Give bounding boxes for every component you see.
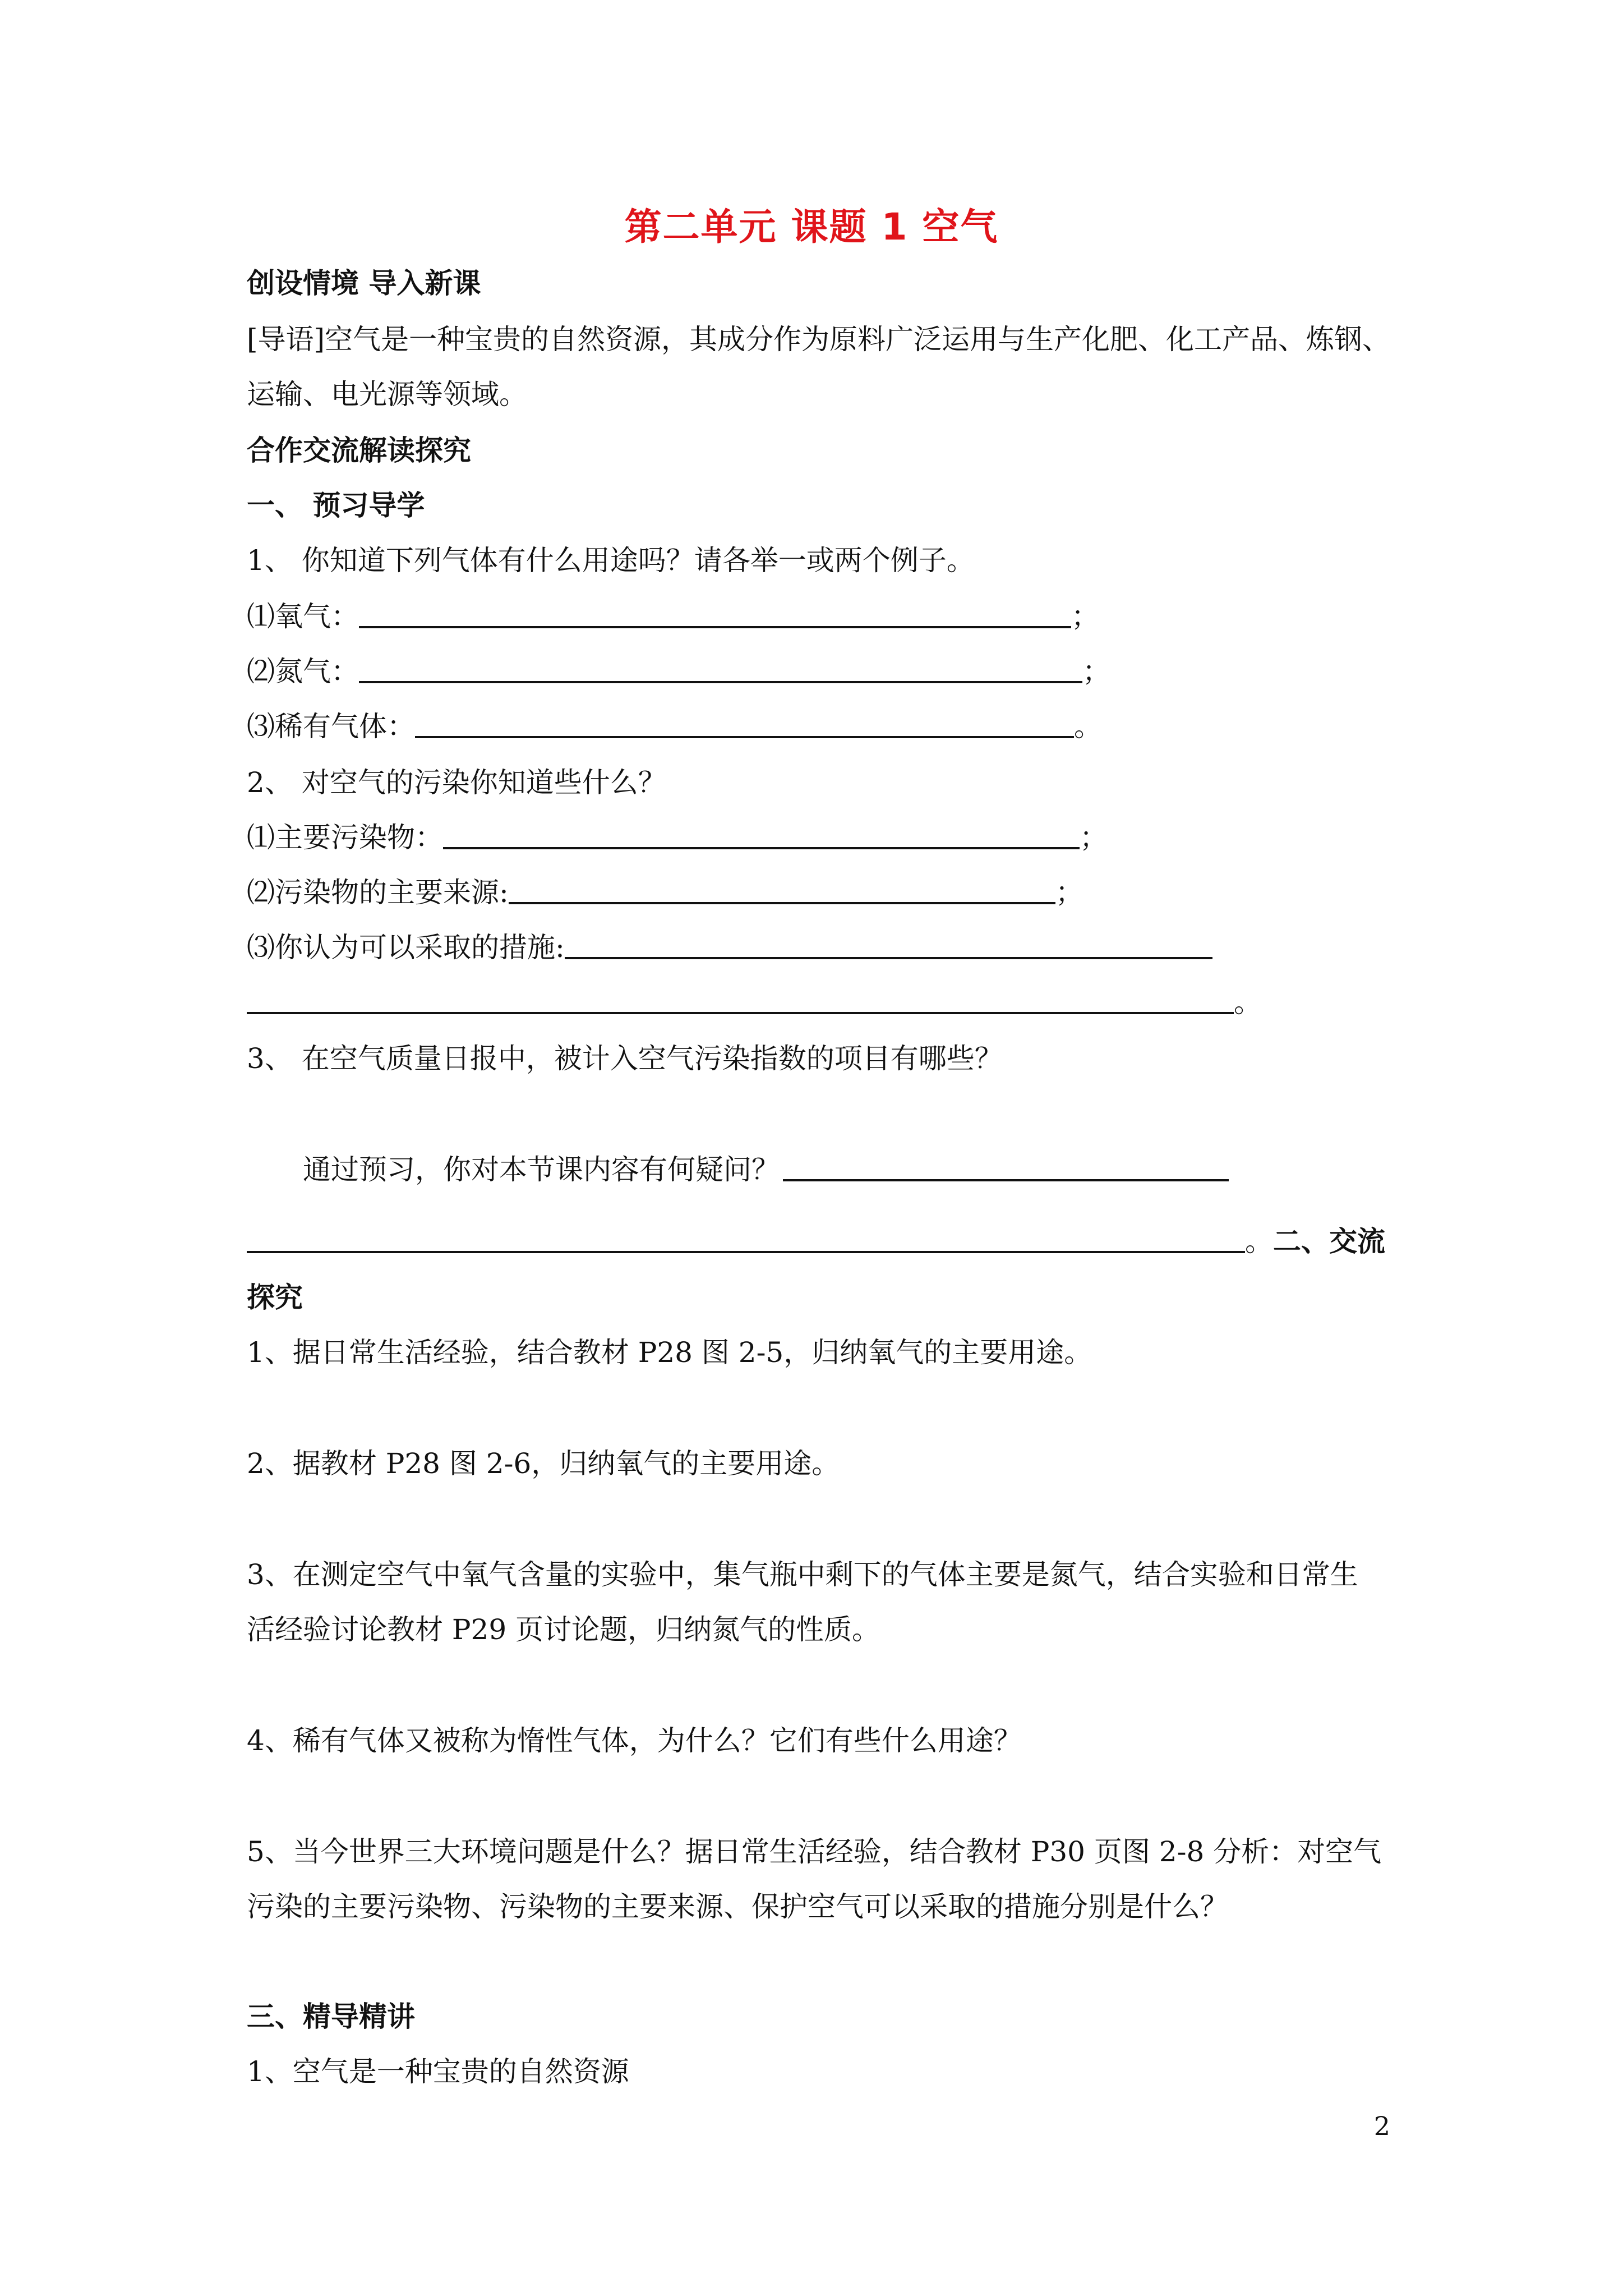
answer-line [359, 626, 1071, 628]
intro-heading: 创设情境 导入新课 [247, 267, 481, 300]
doubt-prompt: 通过预习，你对本节课内容有何疑问？ [303, 1150, 1229, 1189]
answer-line [247, 1251, 1245, 1253]
q1-item-nitrogen [247, 652, 1110, 691]
answer-line [565, 957, 1212, 959]
explore-heading-part1: 二、交流 [1273, 1225, 1385, 1258]
q1-item-noble-gas [247, 707, 1102, 746]
answer-line [509, 902, 1055, 904]
page-title: 第二单元 课题 1 空气 [624, 205, 999, 249]
explore-heading-part2: 探究 [247, 1281, 303, 1314]
q1-item-label: ⑴氧气： [247, 600, 359, 633]
answer-line [359, 681, 1082, 683]
preview-heading: 一、 预习导学 [247, 489, 425, 522]
q1-item-end: ； [1082, 655, 1110, 688]
explore-item-4: 4、稀有气体又被称为惰性气体，为什么？它们有些什么用途？ [247, 1724, 1022, 1757]
lecture-heading: 三、精导精讲 [247, 2000, 415, 2033]
q1-item-oxygen [247, 597, 1099, 636]
answer-line [443, 847, 1080, 849]
q1-item-label: ⑶稀有气体： [247, 710, 415, 743]
q2-item-label: ⑵污染物的主要来源: [247, 876, 509, 909]
explore-item-3-line-1: 3、在测定空气中氧气含量的实验中，集气瓶中剩下的气体主要是氮气，结合实验和日常生 [247, 1558, 1358, 1591]
answer-line [247, 1012, 1234, 1014]
q2-item-end: ； [1055, 876, 1083, 909]
q1-item-end: 。 [1074, 710, 1102, 743]
q1-item-end: ； [1071, 600, 1099, 633]
question-3: 3、 在空气质量日报中，被计入空气污染指数的项目有哪些？ [247, 1042, 1003, 1075]
explore-item-1: 1、据日常生活经验，结合教材 P28 图 2-5，归纳氧气的主要用途。 [247, 1336, 1092, 1369]
intro-line-2: 运输、电光源等领域。 [247, 378, 527, 411]
doubt-continuation: 。二、交流 [247, 1222, 1385, 1261]
explore-item-5-line-1: 5、当今世界三大环境问题是什么？据日常生活经验，结合教材 P30 页图 2-8 分析：对空气 [247, 1835, 1382, 1868]
q2-item-pollutants [247, 818, 1108, 857]
answer-line [783, 1179, 1229, 1181]
explore-item-3-line-2: 活经验讨论教材 P29 页讨论题，归纳氮气的性质。 [247, 1613, 880, 1646]
q1-item-label: ⑵氮气： [247, 655, 359, 688]
q2-item-end: ； [1080, 821, 1108, 854]
answer-line [415, 736, 1074, 738]
q2-item-label: ⑴主要污染物： [247, 821, 443, 854]
question-2: 2、 对空气的污染你知道些什么？ [247, 766, 666, 799]
page-number: 2 [1373, 2111, 1390, 2141]
question-1: 1、 你知道下列气体有什么用途吗？请各举一或两个例子。 [247, 544, 975, 577]
q2-item-sources [247, 873, 1083, 912]
q2-item-measures [247, 928, 1212, 967]
lecture-item-1: 1、空气是一种宝贵的自然资源 [247, 2055, 629, 2088]
explore-item-2: 2、据教材 P28 图 2-6，归纳氧气的主要用途。 [247, 1447, 840, 1480]
q2-item-label: ⑶你认为可以采取的措施: [247, 931, 565, 964]
explore-item-5-line-2: 污染的主要污染物、污染物的主要来源、保护空气可以采取的措施分别是什么？ [247, 1890, 1228, 1923]
intro-line-1: [导语]空气是一种宝贵的自然资源，其成分作为原料广泛运用与生产化肥、化工产品、炼钢、 [247, 323, 1391, 356]
coop-heading: 合作交流解读探究 [247, 434, 471, 467]
q2-measures-continuation: 。 [247, 983, 1262, 1022]
